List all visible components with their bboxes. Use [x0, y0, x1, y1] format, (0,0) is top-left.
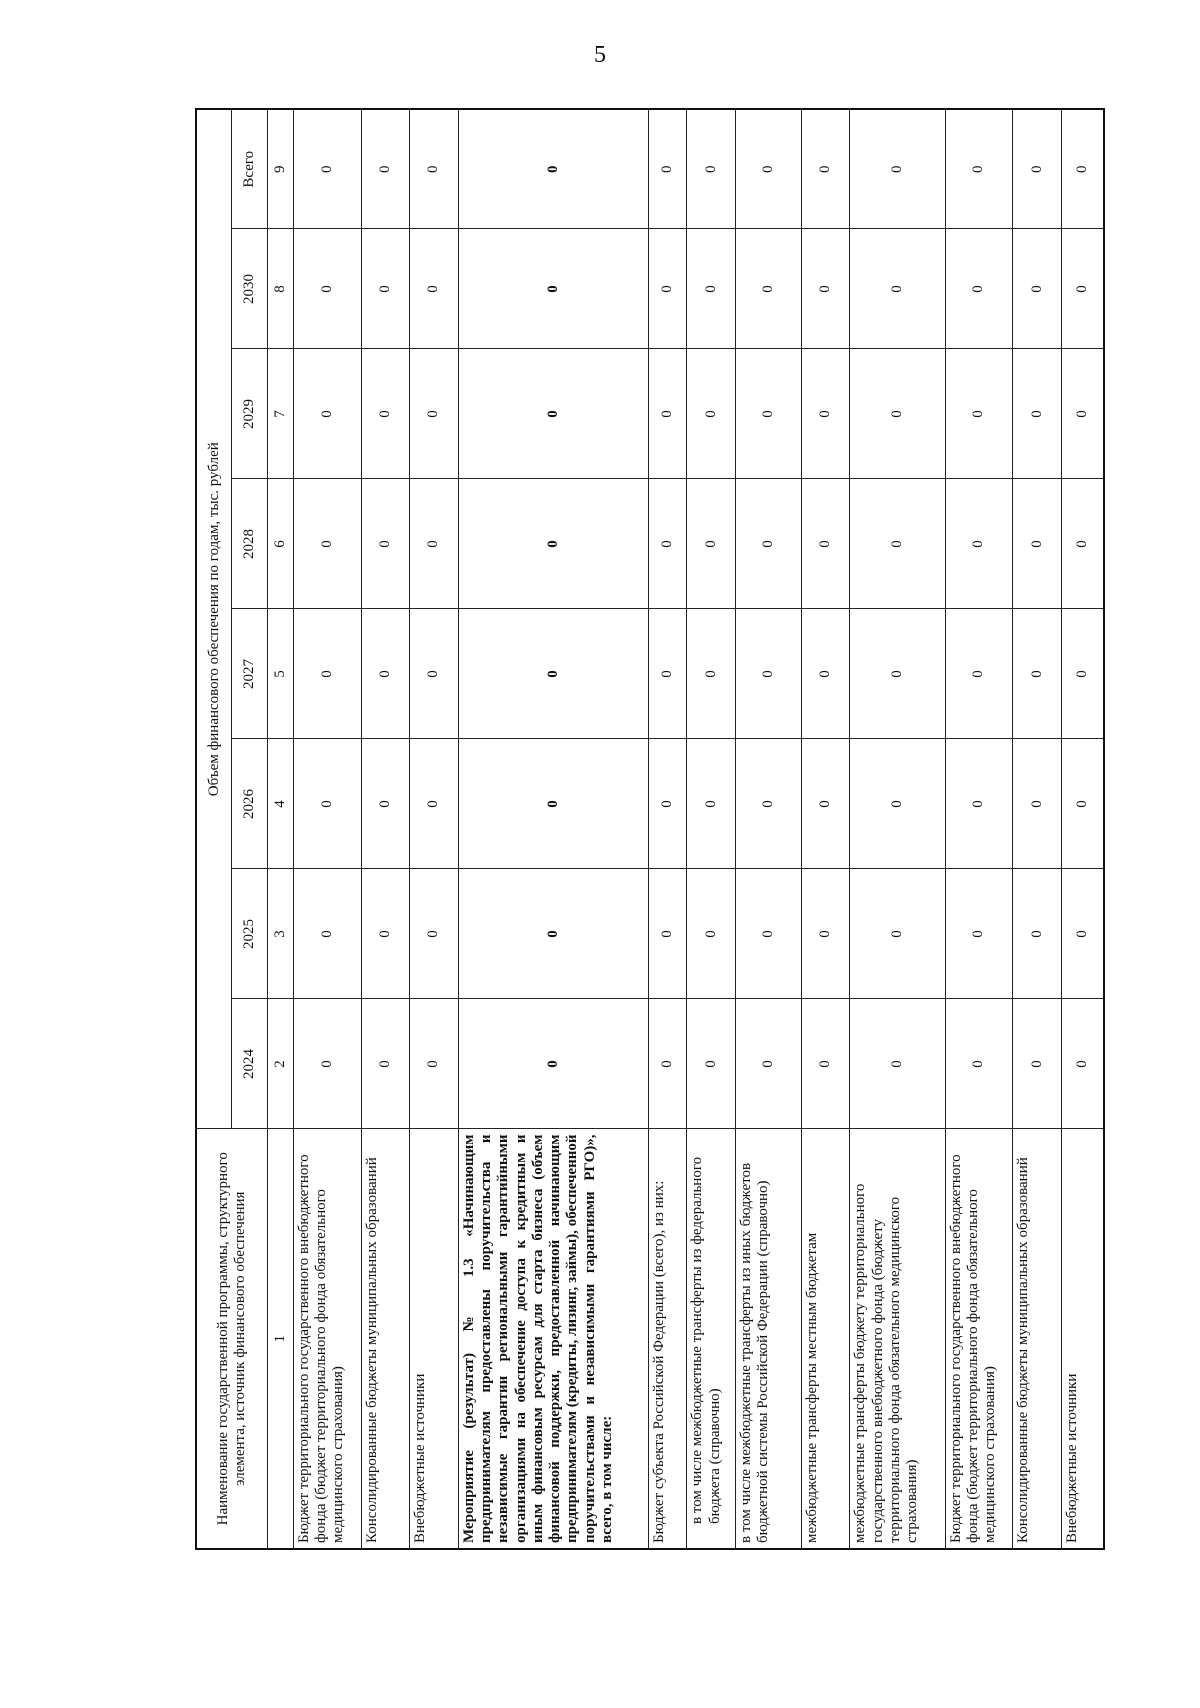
row-value: 0: [801, 869, 850, 999]
col-number: 6: [268, 479, 293, 609]
row-value: 0: [945, 739, 1013, 869]
col-number: 1: [268, 1129, 293, 1549]
row-value: 0: [293, 739, 361, 869]
table-row: [361, 109, 410, 1549]
row-label: Консолидированные бюджеты муниципальных образований: [1013, 1129, 1062, 1549]
row-value: 0: [945, 349, 1013, 479]
row-value: 0: [458, 109, 648, 229]
table-row: [945, 109, 1013, 1549]
row-value: 0: [945, 109, 1013, 229]
row-value: 0: [458, 999, 648, 1129]
row-value: 0: [1062, 999, 1104, 1129]
row-value: 0: [361, 109, 410, 229]
row-value: 0: [736, 349, 802, 479]
row-value: 0: [361, 479, 410, 609]
table-row: [687, 109, 736, 1549]
row-value: 0: [736, 609, 802, 739]
row-value: 0: [850, 869, 945, 999]
row-value: 0: [1062, 349, 1104, 479]
row-value: 0: [410, 479, 459, 609]
row-value: 0: [293, 479, 361, 609]
row-label: Внебюджетные источники: [1062, 1129, 1104, 1549]
row-value: 0: [1062, 869, 1104, 999]
row-value: 0: [945, 609, 1013, 739]
table-row: [293, 109, 361, 1549]
row-value: 0: [850, 349, 945, 479]
row-value: 0: [410, 349, 459, 479]
header-year: 2028: [232, 479, 268, 609]
row-label: межбюджетные трансферты бюджету территориального государственного внебюджетного фонда (бюджету территориального фонда обязательного медицинского страхования): [850, 1129, 945, 1549]
col-number: 5: [268, 609, 293, 739]
row-value: 0: [1013, 109, 1062, 229]
row-value: 0: [458, 479, 648, 609]
row-value: 0: [801, 479, 850, 609]
row-value: 0: [850, 479, 945, 609]
row-value: 0: [361, 999, 410, 1129]
col-number: 9: [268, 109, 293, 229]
row-value: 0: [293, 999, 361, 1129]
row-value: 0: [801, 999, 850, 1129]
header-year: 2024: [232, 999, 268, 1129]
page-number: 5: [594, 42, 606, 68]
col-number: 4: [268, 739, 293, 869]
row-value: 0: [801, 349, 850, 479]
row-value: 0: [1013, 999, 1062, 1129]
row-value: 0: [458, 609, 648, 739]
row-value: 0: [458, 229, 648, 349]
row-value: 0: [1062, 479, 1104, 609]
row-value: 0: [361, 229, 410, 349]
row-value: 0: [361, 609, 410, 739]
col-number: 2: [268, 999, 293, 1129]
col-number: 3: [268, 869, 293, 999]
header-year: 2025: [232, 869, 268, 999]
row-value: 0: [687, 739, 736, 869]
row-value: 0: [687, 999, 736, 1129]
row-label: Бюджет территориального государственного внебюджетного фонда (бюджет территориального фонда обязательного медицинского страхования): [293, 1129, 361, 1549]
row-value: 0: [458, 349, 648, 479]
row-value: 0: [945, 999, 1013, 1129]
row-value: 0: [687, 349, 736, 479]
row-value: 0: [1062, 739, 1104, 869]
row-value: 0: [801, 109, 850, 229]
row-value: 0: [293, 229, 361, 349]
row-value: 0: [361, 349, 410, 479]
row-value: 0: [1013, 869, 1062, 999]
table-row: [1013, 109, 1062, 1549]
row-label: Мероприятие (результат) № 1.3 «Начинающим предпринимателям предоставлены поручительства и независимые гарантии региональными гарантийными организациями на обеспечение доступа к кредитным и иным финансовым ресурсам для старта бизнеса (объем финансовой поддержки, предоставленной начинающим предпринимателям (кредиты, лизинг, займы), обеспеченной поручительствами и независимыми гарантиями РГО)», всего, в том числе:: [458, 1129, 648, 1549]
row-value: 0: [361, 869, 410, 999]
row-value: 0: [293, 869, 361, 999]
row-value: 0: [687, 229, 736, 349]
row-value: 0: [1062, 109, 1104, 229]
row-value: 0: [649, 869, 687, 999]
table-row: [458, 109, 648, 1549]
row-value: 0: [649, 349, 687, 479]
row-value: 0: [649, 609, 687, 739]
header-total: Всего: [232, 109, 268, 229]
row-value: 0: [736, 229, 802, 349]
row-value: 0: [850, 999, 945, 1129]
row-value: 0: [649, 109, 687, 229]
row-value: 0: [850, 609, 945, 739]
header-volume: Объем финансового обеспечения по годам, тыс. рублей: [196, 109, 232, 1129]
row-value: 0: [801, 739, 850, 869]
row-value: 0: [945, 479, 1013, 609]
row-label: Бюджет территориального государственного внебюджетного фонда (бюджет территориального фонда обязательного медицинского страхования): [945, 1129, 1013, 1549]
row-value: 0: [736, 109, 802, 229]
row-value: 0: [410, 739, 459, 869]
row-value: 0: [945, 229, 1013, 349]
row-value: 0: [850, 229, 945, 349]
header-name: Наименование государственной программы, структурного элемента, источник финансового обеспечения: [196, 1129, 268, 1549]
row-value: 0: [293, 109, 361, 229]
row-label: межбюджетные трансферты местным бюджетам: [801, 1129, 850, 1549]
financing-table-container: [195, 110, 1105, 1550]
row-value: 0: [293, 349, 361, 479]
table-row: [736, 109, 802, 1549]
header-year: 2030: [232, 229, 268, 349]
row-value: 0: [1062, 609, 1104, 739]
row-value: 0: [410, 869, 459, 999]
row-value: 0: [1013, 479, 1062, 609]
header-year: 2026: [232, 739, 268, 869]
row-value: 0: [801, 229, 850, 349]
col-number: 8: [268, 229, 293, 349]
row-label: в том числе межбюджетные трансферты из иных бюджетов бюджетной системы Российской Федерации (справочно): [736, 1129, 802, 1549]
row-label: Консолидированные бюджеты муниципальных образований: [361, 1129, 410, 1549]
row-value: 0: [736, 999, 802, 1129]
row-value: 0: [649, 229, 687, 349]
table-row: [649, 109, 687, 1549]
row-label: Внебюджетные источники: [410, 1129, 459, 1549]
table-row: [1062, 109, 1104, 1549]
header-year: 2027: [232, 609, 268, 739]
col-number: 7: [268, 349, 293, 479]
row-value: 0: [293, 609, 361, 739]
row-value: 0: [687, 479, 736, 609]
row-value: 0: [1062, 229, 1104, 349]
table-row: [801, 109, 850, 1549]
row-value: 0: [687, 109, 736, 229]
row-value: 0: [850, 109, 945, 229]
row-value: 0: [687, 609, 736, 739]
financing-table: [195, 108, 1105, 1550]
row-value: 0: [736, 739, 802, 869]
row-value: 0: [687, 869, 736, 999]
row-value: 0: [649, 479, 687, 609]
row-value: 0: [736, 869, 802, 999]
row-label: Бюджет субъекта Российской Федерации (всего), из них:: [649, 1129, 687, 1549]
row-value: 0: [410, 229, 459, 349]
row-value: 0: [945, 869, 1013, 999]
row-value: 0: [850, 739, 945, 869]
row-value: 0: [1013, 349, 1062, 479]
row-value: 0: [361, 739, 410, 869]
row-value: 0: [1013, 609, 1062, 739]
row-value: 0: [458, 869, 648, 999]
row-value: 0: [649, 999, 687, 1129]
row-value: 0: [410, 999, 459, 1129]
row-value: 0: [410, 609, 459, 739]
row-label: в том числе межбюджетные трансферты из федерального бюджета (справочно): [687, 1129, 736, 1549]
row-value: 0: [736, 479, 802, 609]
row-value: 0: [1013, 739, 1062, 869]
row-value: 0: [410, 109, 459, 229]
table-row: [850, 109, 945, 1549]
row-value: 0: [649, 739, 687, 869]
row-value: 0: [458, 739, 648, 869]
row-value: 0: [801, 609, 850, 739]
table-row: [410, 109, 459, 1549]
row-value: 0: [1013, 229, 1062, 349]
header-year: 2029: [232, 349, 268, 479]
